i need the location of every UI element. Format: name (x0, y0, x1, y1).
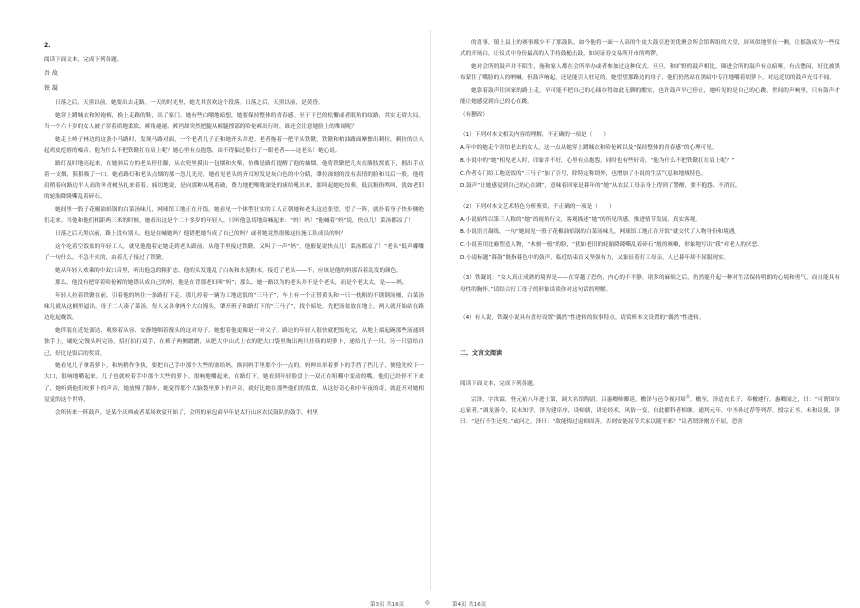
story-paragraph: 年轻人拉着铁锨在前，引着他的妈往一条路打下走。那几停着一辆为工地送饭的“三马子”，车上有一个正替黄头和一只一枕粗的不锈钢汤桶，白菜汤味儿就从这桶里逼出。母子二人凑了菜汤，每人又各拿两个大白馒头，肇开班子和路灯下的“三马子”，找个暗处，先把汤盆放在地上，两人就开始站在路边吃起晚饭。 (44, 293, 424, 322)
binding-mark-icon: ◎ (425, 600, 430, 606)
answer-option: B.小说语言凝练，一句“她闻见一股子花椒油焰锅的白菜汤味儿，网球馆工地正在开饭”就交代了人物身份和境遇。 (460, 229, 740, 236)
answer-option: B.小说中的“她”相见老人时，印象并不好，心里有点抱怨，同时也有些好奇，“他为什么不把铁锨扛在肩上呢？” (460, 157, 735, 164)
story-paragraph: 她从年轻人欢乘的中双口音里，听出他急的粗犷忠。他的头发蓬乱了白灰和水泥粉末。接近了老头——不，应该是他的妈那吞着乱发的颜色。 (55, 267, 402, 274)
question-number: 2. (44, 42, 51, 49)
story-paragraph: 她间里一股子花椒油焰锅的白菜汤味儿，网球馆工地正在开饭。她看见一个体型壮实的工人正朝她和老头这边张望，望了一阵，就扑着身子快步侧绝们走来。当他和他们相距两三米的时候，她看出这是个二十多岁的年轻人，只听他急切地高喊起来：“妈！妈！”他喊着“妈”说，快点儿！菜汤都凉了！ (44, 207, 424, 225)
reading-intro: 阅读下面文本，完成下列各题。 (460, 381, 539, 388)
story-paragraph: 的喜事，镇上县上的赛事都少不了那鼓队。如今他将一面一人高的牛皮大鼓引进美优聚会所会馆晖组的大堂，屏风似地竖在一侧，让摇鼓成为一些仪式的开场白，让仪式中身份最高的人手持鼓槌击鼓，如同证券交易所开市的鸣锣。 (460, 40, 840, 58)
story-paragraph: 她看见儿子拿着萝卜，和妈稍作争执，要把自己手中那个大些的塞给妈，换回妈手里那个小一点的。妈伸出举着萝卜的手挡了挡儿子，便他先咬下一大口，很响地嚼起来。儿子也就咬着手中那个大些的萝卜，很响地嚼起来，在路灯下，她看到年轻脸盘上一双正在咀嚼中变动的嘴。他们已经停不下来了，她听到他们咬萝卜的声音，她放慢了脚步，她觉得那个大脑袋里萝卜的声音，就好比她在那些他们的饭食，从这好奇心和中年夜的奇，就赶开对她相觉觉的这个世界， (44, 363, 424, 403)
story-paragraph: 日落之后，天黑以前，她要出去走路。一天的时光里，她尤其喜欢这个段落。日落之后，天黑以前，是黄昏。 (55, 100, 324, 107)
page-number-left: 第3页 共16页 (370, 602, 405, 608)
story-paragraph: 她走上岭子林边的这条小马路时，发现马路对面，一个老者儿子正和她齐头并进。老者拖着一把平头铁锨，铁锨和柏油路面摩擦出刺拉、刺拉的让人起鸡皮疙瘩的噪音。他为什么不把铁锨扛在肩上呢？她心里有点抱怨，由不得偏过脸扫了一眼老者——这老头！她心说。 (44, 136, 424, 155)
story-paragraph: 那么，他没有把穿着哈伦裤的她错认成自己的妈，他是在背那老妇叫“妈”；那么，她一路以为的老头并不是个老头，而是个老太太，是——妈。 (55, 280, 408, 287)
footnote-marker: ① (685, 394, 691, 400)
question-stem: （1）下列对本文相关内容的理解，不正确的一项是（ ） (460, 132, 609, 139)
classical-text: 宗泽，字汝霖，登元祐八年进士第，调大名馆陶尉。吕惠卿帅鄜延，檄泽与邑令视河埽 (471, 396, 686, 403)
question-stem: （4）有人说，铁凝小说具有喜好设置“偶然”性进转的叙事特点。请赏析本文设置的“偶然”性进转。 (460, 315, 705, 322)
column-divider (430, 30, 431, 590)
answer-option: D.鼓声“让她感觉到自己的心在跳”，意味着回家是暮年的“她”从农民工母亲身上得到了警醒，要不抱怨、不消沉。 (460, 183, 741, 190)
answer-option: D.小说标题“暮鼓”既指暮色中的鼓声，临近结束首又坚强有力，又象征着打工母亲，人已暮年却不屈服现实。 (460, 254, 730, 261)
section-heading: 二、文言文阅读 (460, 350, 503, 358)
story-paragraph: 这个吃着空饭盆的年轻工人，就见他抱着定她走到老头跟前，从他手里接过铁锨，又叫了一声“妈”。他催促说快点儿！菜汤都凉了！”老头“低声嘟囔了一句什么，不急不火的，由着儿子接过了铁锨。 (44, 243, 424, 261)
answer-option: A.年中的她走个害怕老去的女人，这一点从她穿上蹲缄衣和哈伦裤以及“保持整体的青春感”的心理可见。 (460, 145, 718, 152)
story-paragraph: 会所传来一阵鼓声，是某个庆典或者某场欢宴开始了，会所的承包商早年是太行山区农民鼓队的鼓手，村里 (55, 409, 318, 416)
question-stem: （2）下列对本文艺术特色分析鉴赏，不正确的一项是（ ） (460, 203, 615, 210)
story-title: 吾 故 (44, 69, 58, 77)
story-paragraph: 路灯及时地亮起来，在她斜后方的老头停住脚，从衣兜里摸出一包烟和火柴，仿佛是路灯提醒了他的抽烟。他将铁锨把儿夹在胳肢窝底下，拥出手点着一支烟，狠狠吸了一口。她看路灯和老头点烟的那一忽儿光亮，她看见老头的齐耳短发是灰白色的中分睛，肇拉深刻的没有表情的脸和耳后一股。他将肩稍着向路边半人高的冬青树丛扎来着着，痛切地说，是向那种从吼着破，费力地把喉咙深处的痰给吼出来，那叫起她吃惊葬，低沉粗俗鸣叫，犹如老旧的轮胎降隆嘶乱着碎石。 (44, 160, 424, 201)
question-stem: （3）铁凝说：“女人真正成熟的境界是——在穿越了恐伤，内心的不平静，诸多的麻烦之后，仍然能升起一种对生活保持明朗的心境和勇气，而且能具有母性的胸怀。”请结合打工母子的形象谈谈你对这句话的理解。 (460, 275, 840, 293)
story-paragraph: 日落之后天黑以前，路上没有别人。他是在喊她吗？他错把她当成了自己的妈？或者她竟然很像这位施工队成员的妈？ (55, 231, 346, 238)
classical-paragraph (460, 392, 840, 428)
page-number-right: 第4页 共16页 (452, 602, 487, 608)
story-paragraph: 她对会所的鼓声并不陌生，施和家人都在会所举办或者参加过这种仪式。旦旦，和旷野的鼓声相比，圈进会所的鼓声有点暗哑，有点憋闷，好比被黑布蒙住了嘴脸的人的呐喊。但鼓声响起，还是能引人驻足的，她望望那路边的母子，他们仍然站在黑暗中专注地嚼着胡萝卜，对远近切的鼓声充耳不闻。 (460, 63, 840, 82)
story-paragraph: 她伴装在近处溜达，观察着从容、安静地咽着馒头的这对母子。她想着他更像是一对父子。路边的年轻人很快就把饭吃完，从地上端起碗那些汤通到独手上，刷吃完馒头吗完汤，招打拍打双手，在裤子两侧蹭蹭，从肥大中山式上衣的肥大口袋里掏出两只挂筷的胡萝卜，递给儿子一只。另一只留给自己，好比是饭后的奖赏。 (44, 328, 424, 357)
answer-option: C.小说善用比喻塑造人物，“木刻一般”的脸，“犹如老旧的轮胎降隆嘶乱着碎石”般的咳嗽，形象地写出“我”对老人的厌恶。 (460, 242, 763, 249)
story-paragraph: 她穿上蹲缄衣和短袍裤，换上走路的鞋，出了家门。她有些白嘲地暗想，她要保持整体的青春感。至于下巴的松懈或者眼角的纹路，其实无碍大局。当一个六十岁的女人被子穿着质地柔软、裤角褪褪、裤裆却突然把腿从裤腿撑部的哈伦裤出行时，谁还会注意她脸上的堆闹呢？ (44, 113, 424, 131)
edit-note: （有删改） (460, 111, 488, 118)
classical-text: ，檄至，泽适丧长子，奉檄遽行。惠卿闻之，曰：“可谓国尔忘家者。”调龙游令，民未知学，泽为建庠序，设师儒，讲论经术，风俗一变，自此擢科者相继。通判元年，中丞孙过荐等列荐，授宗正丞，未和议使，泽曰：“是行不生还矣。”或问之，泽曰：“敌能悔过退师固善，否则安能屈节犬豕以随平邪？”议者谓泽刚方不屈，恐害 (460, 396, 840, 426)
story-author: 铁 凝 (44, 85, 58, 93)
story-paragraph: 她靠着鼓声往回家的路上走，早可能不把自己的心储存得如此无聊的酣实，也许鼓声早已停止，她听见的是自己的心跳。世间的声响里，只有鼓声才能让她感觉到自己的心在跳。 (460, 87, 840, 106)
reading-intro: 阅读下面文本，完成下列各题。 (44, 57, 123, 64)
answer-option: A.小说始终以第三人称的“她”的视角行文，客观描述“她”的所见所感，推进情节发展，真实客观。 (460, 216, 701, 223)
left-column (44, 40, 424, 420)
answer-option: C.作者专门给工地送饭的“三马子”加了引号，除特定称谓外，也增加了小说的生活气息和地域特色。 (460, 170, 707, 177)
right-column (460, 38, 840, 430)
